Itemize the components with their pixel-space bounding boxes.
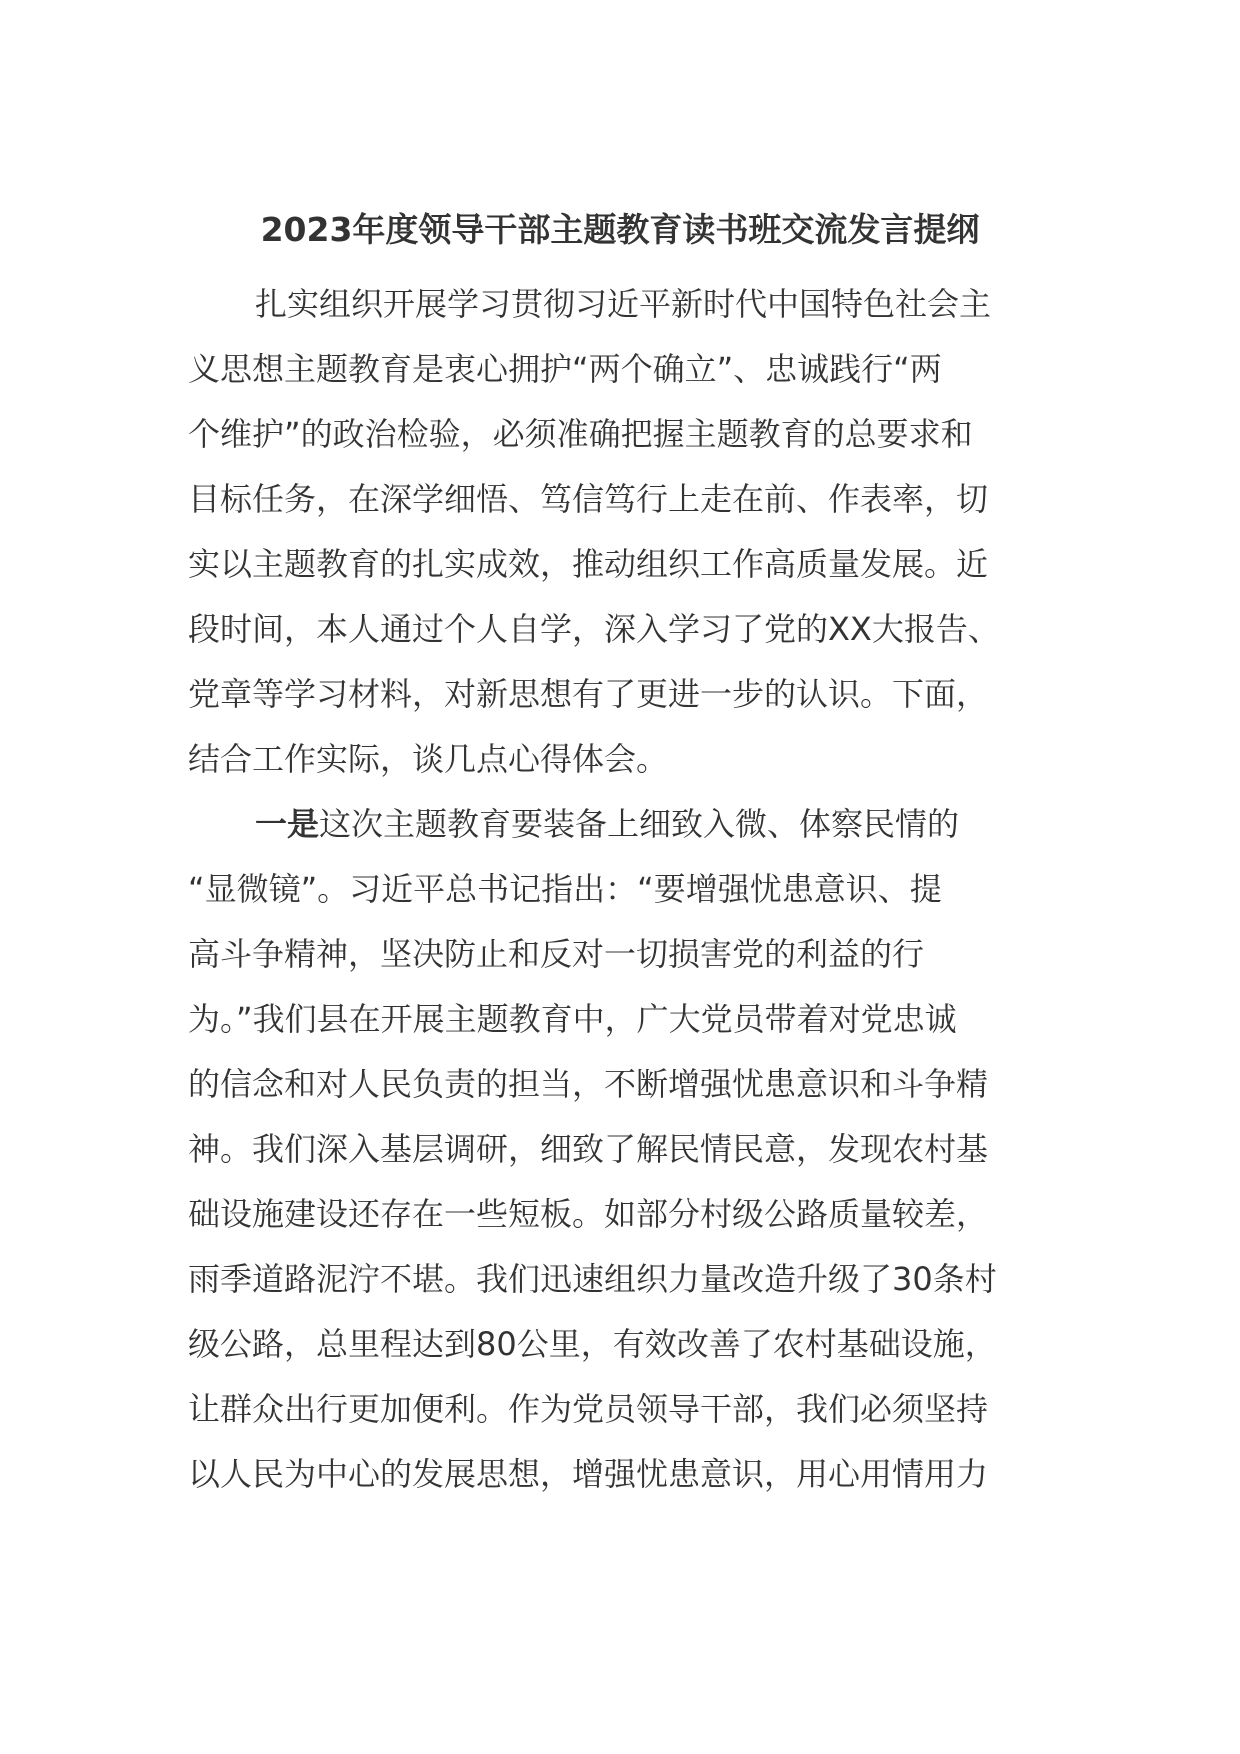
paragraph-2-lead: 一是 [255,805,320,843]
paragraph-1-line-5: 实以主题教育的扎实成效，推动组织工作高质量发展。近 [188,545,989,583]
paragraph-1-line-2: 义思想主题教育是衷心拥护“两个确立”、忠诚践行“两 [188,350,942,388]
paragraph-2-line-6: 神。我们深入基层调研，细致了解民情民意，发现农村基 [188,1130,989,1168]
paragraph-2-line-3: 高斗争精神，坚决防止和反对一切损害党的利益的行 [188,935,925,973]
paragraph-2-line-8: 雨季道路泥泞不堪。我们迅速组织力量改造升级了30条村 [188,1260,997,1298]
paragraph-2-line-11: 以人民为中心的发展思想，增强忧患意识，用心用情用力 [188,1455,989,1493]
document-title: 2023年度领导干部主题教育读书班交流发言提纲 [260,210,980,249]
paragraph-2-line-7: 础设施建设还存在一些短板。如部分村级公路质量较差， [188,1195,989,1233]
paragraph-1-line-6: 段时间，本人通过个人自学，深入学习了党的XX大报告、 [188,610,1000,648]
paragraph-1-line-8: 结合工作实际，谈几点心得体会。 [188,740,669,778]
paragraph-1-line-7: 党章等学习材料，对新思想有了更进一步的认识。下面， [188,675,989,713]
paragraph-2-line-10: 让群众出行更加便利。作为党员领导干部，我们必须坚持 [188,1390,989,1428]
paragraph-1-line-1: 扎实组织开展学习贯彻习近平新时代中国特色社会主 [255,285,992,323]
paragraph-2-line-9: 级公路，总里程达到80公里，有效改善了农村基础设施， [188,1325,997,1363]
paragraph-1-line-3: 个维护”的政治检验，必须准确把握主题教育的总要求和 [188,415,973,453]
paragraph-2-line-4: 为。”我们县在开展主题教育中，广大党员带着对党忠诚 [188,1000,957,1038]
paragraph-2-line-5: 的信念和对人民负责的担当，不断增强忧患意识和斗争精 [188,1065,989,1103]
paragraph-2-line-2: “显微镜”。习近平总书记指出：“要增强忧患意识、提 [188,870,942,908]
paragraph-1-line-4: 目标任务，在深学细悟、笃信笃行上走在前、作表率，切 [188,480,989,518]
paragraph-2-line-1-text: 这次主题教育要装备上细致入微、体察民情的 [319,805,960,843]
document-body [188,272,1044,1507]
paragraph-2-line-1 [188,792,1044,857]
